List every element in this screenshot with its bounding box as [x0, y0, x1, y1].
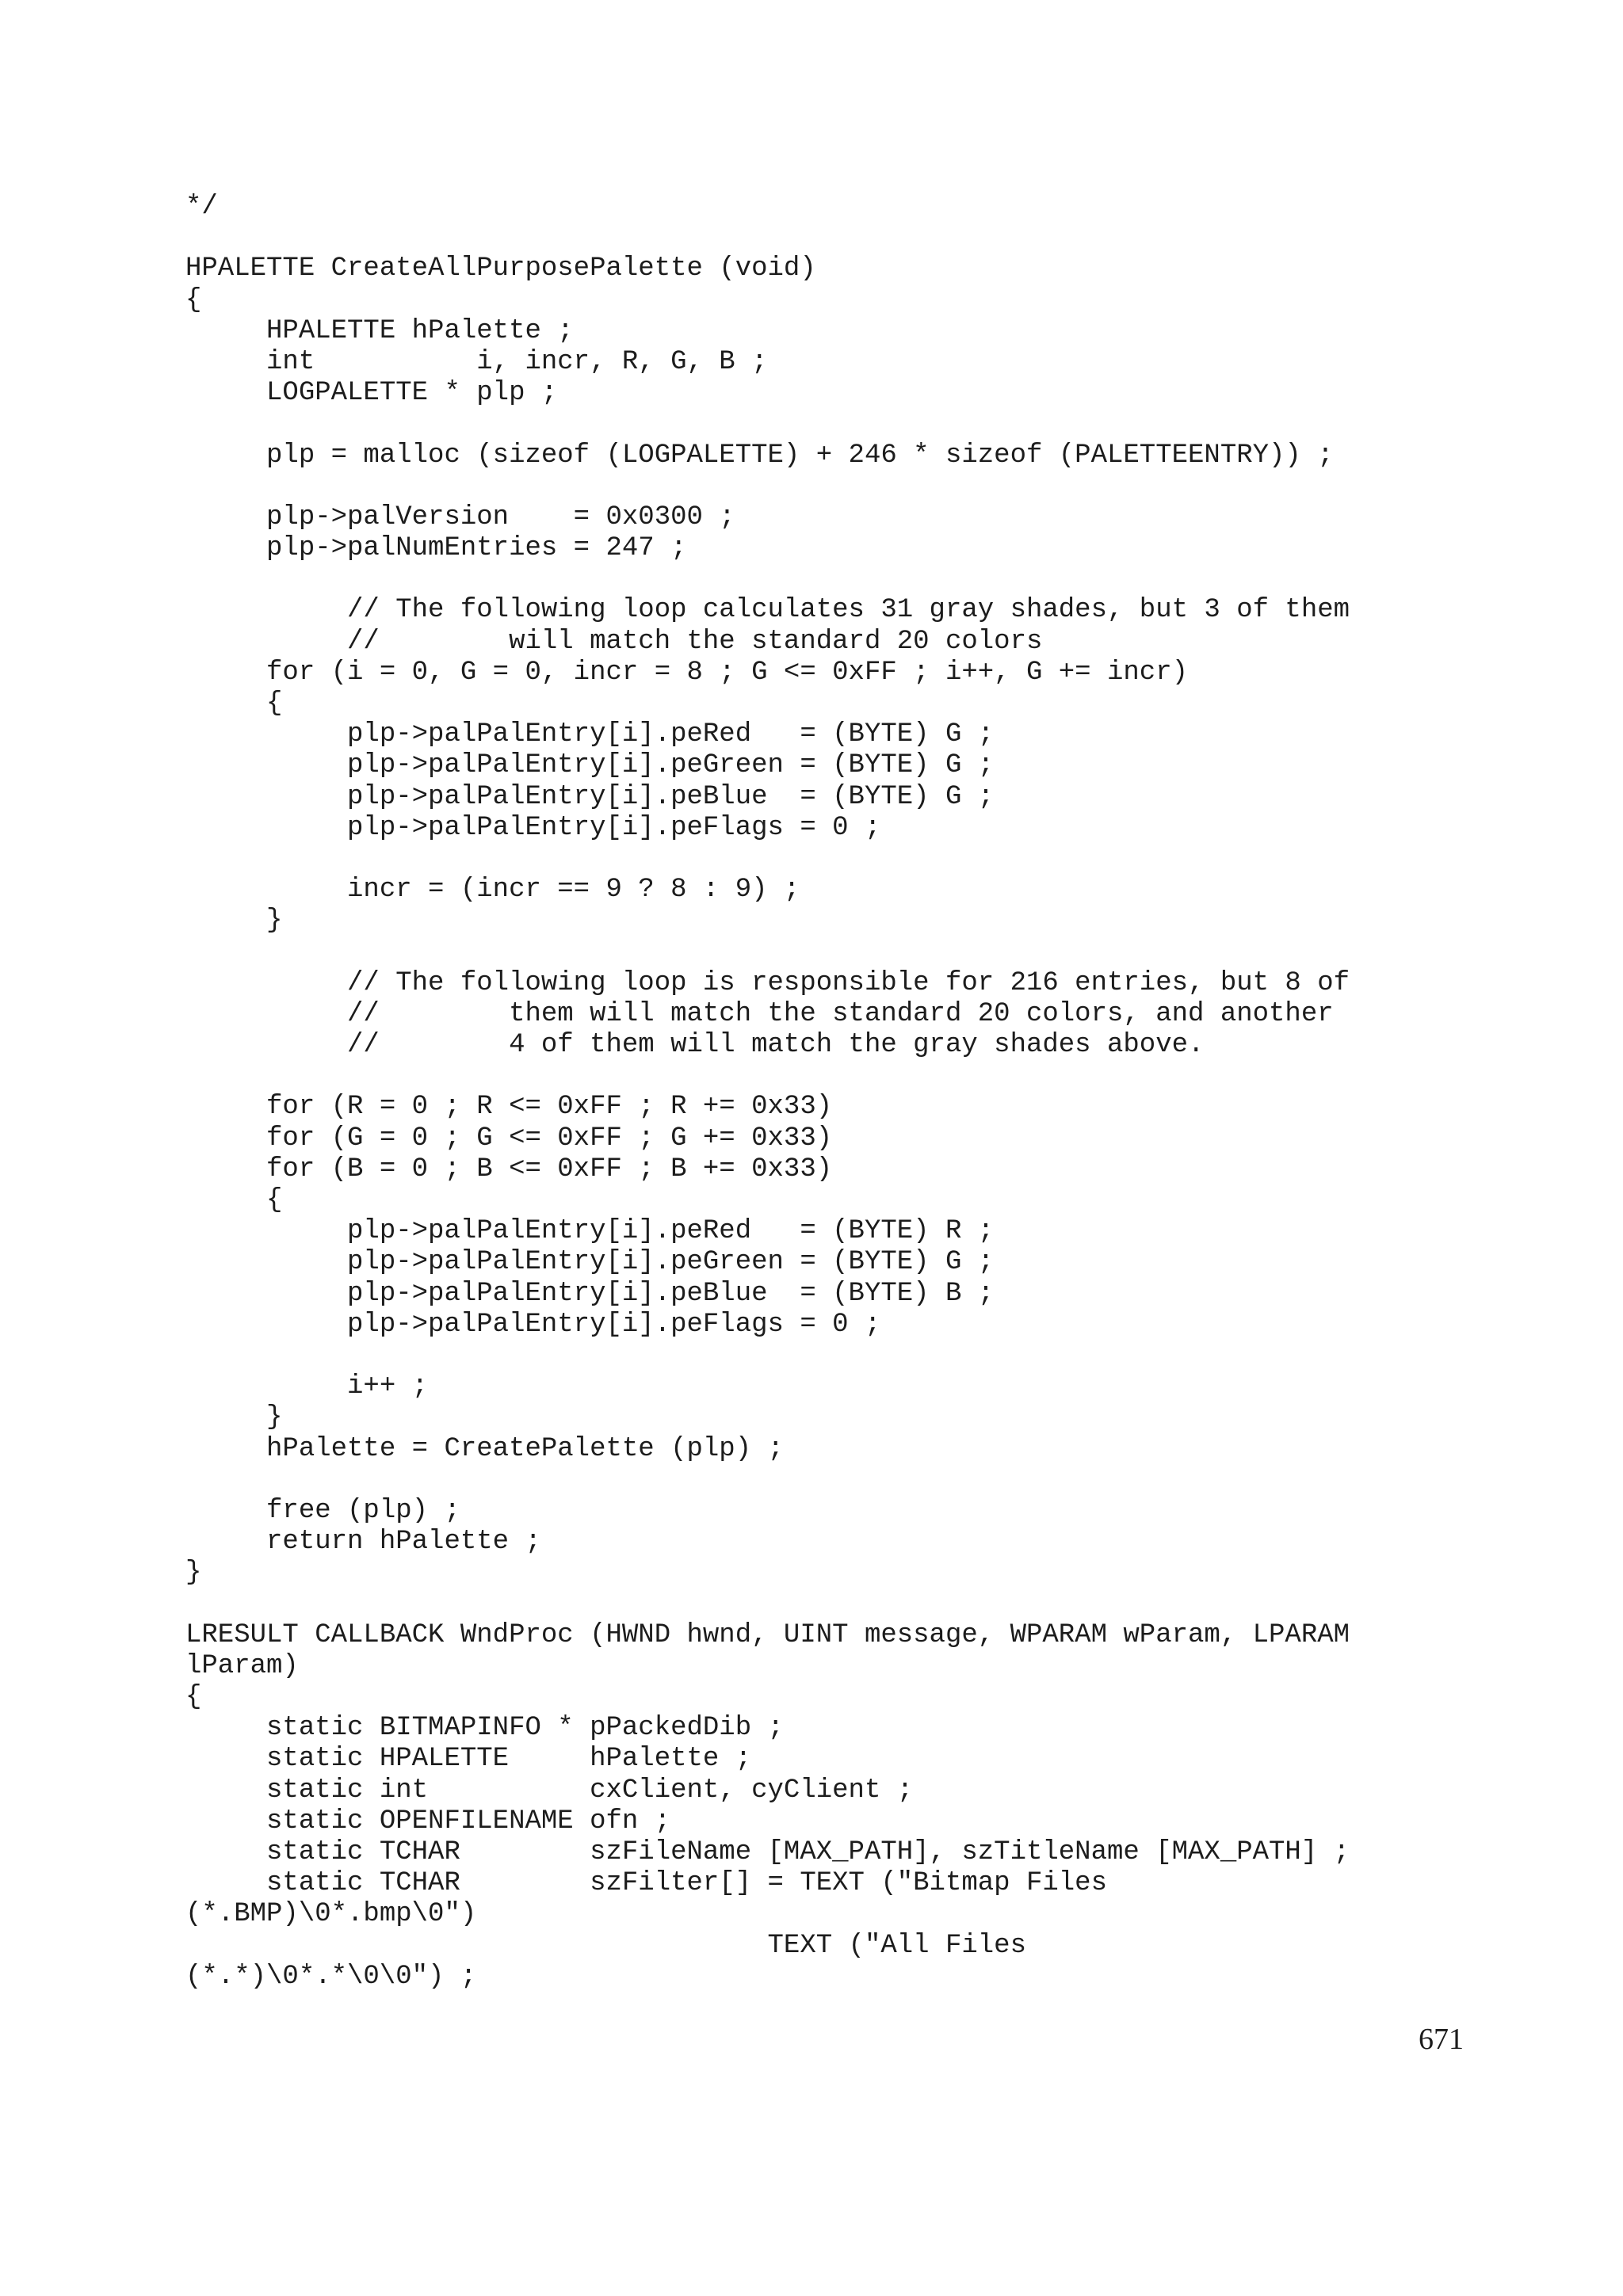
code-line	[185, 223, 1350, 254]
code-line: plp->palPalEntry[i].peFlags = 0 ;	[185, 812, 881, 843]
code-line: {	[185, 1682, 202, 1712]
code-line	[185, 937, 1350, 968]
code-line: LOGPALETTE * plp ;	[185, 378, 558, 409]
code-line: // will match the standard 20 colors	[185, 626, 1043, 657]
code-line	[185, 1341, 1350, 1371]
code-line: static TCHAR szFilter[] = TEXT ("Bitmap Files	[185, 1868, 1107, 1899]
code-line: HPALETTE hPalette ;	[185, 315, 574, 346]
code-line: HPALETTE CreateAllPurposePalette (void)	[185, 254, 816, 284]
code-line: lParam)	[185, 1650, 299, 1681]
code-line: for (B = 0 ; B <= 0xFF ; B += 0x33)	[185, 1154, 833, 1184]
code-line: for (i = 0, G = 0, incr = 8 ; G <= 0xFF ; i++, G += incr)	[185, 657, 1189, 688]
code-line: free (plp) ;	[185, 1495, 460, 1526]
code-line: hPalette = CreatePalette (plp) ;	[185, 1433, 784, 1464]
code-line: static TCHAR szFileName [MAX_PATH], szTitleName [MAX_PATH] ;	[185, 1836, 1350, 1867]
code-line: plp->palPalEntry[i].peBlue = (BYTE) G ;	[185, 781, 995, 812]
code-line: plp->palPalEntry[i].peGreen = (BYTE) G ;	[185, 750, 995, 781]
code-line: plp->palPalEntry[i].peGreen = (BYTE) G ;	[185, 1247, 995, 1278]
code-line: plp->palNumEntries = 247 ;	[185, 533, 687, 564]
code-line	[185, 564, 1350, 595]
code-line	[185, 844, 1350, 875]
code-line: // 4 of them will match the gray shades above.	[185, 1030, 1205, 1061]
code-line: plp->palPalEntry[i].peBlue = (BYTE) B ;	[185, 1278, 995, 1309]
code-line: static BITMAPINFO * pPackedDib ;	[185, 1713, 784, 1744]
code-line: plp->palVersion = 0x0300 ;	[185, 502, 735, 532]
code-line: TEXT ("All Files	[185, 1930, 1026, 1961]
page-number: 671	[1419, 2023, 1464, 2056]
code-line: plp->palPalEntry[i].peFlags = 0 ;	[185, 1309, 881, 1340]
code-line: */	[185, 192, 218, 222]
code-line: {	[185, 284, 202, 315]
code-line: (*.*)\0*.*\0\0") ;	[185, 1961, 477, 1992]
code-line: }	[185, 1402, 283, 1433]
code-line: LRESULT CALLBACK WndProc (HWND hwnd, UINT message, WPARAM wParam, LPARAM	[185, 1619, 1350, 1650]
code-line	[185, 409, 1350, 440]
code-line: (*.BMP)\0*.bmp\0")	[185, 1899, 477, 1930]
code-line: static int cxClient, cyClient ;	[185, 1775, 914, 1806]
code-line: plp = malloc (sizeof (LOGPALETTE) + 246 * sizeof (PALETTEENTRY)) ;	[185, 440, 1334, 471]
code-line: // The following loop calculates 31 gray shades, but 3 of them	[185, 595, 1350, 626]
code-line: // them will match the standard 20 colors, and another	[185, 998, 1334, 1029]
code-line: i++ ;	[185, 1371, 429, 1402]
code-line: incr = (incr == 9 ? 8 : 9) ;	[185, 875, 800, 906]
code-line	[185, 1465, 1350, 1496]
code-line	[185, 1589, 1350, 1619]
code-line: // The following loop is responsible for 216 entries, but 8 of	[185, 967, 1350, 998]
code-line: {	[185, 688, 283, 719]
code-line	[185, 471, 1350, 502]
code-line: static HPALETTE hPalette ;	[185, 1744, 752, 1775]
code-line: static OPENFILENAME ofn ;	[185, 1806, 671, 1836]
code-line: for (R = 0 ; R <= 0xFF ; R += 0x33)	[185, 1092, 833, 1123]
code-line: }	[185, 906, 283, 936]
code-line: {	[185, 1185, 283, 1215]
code-line: }	[185, 1558, 202, 1589]
code-line	[185, 1061, 1350, 1092]
code-line: return hPalette ;	[185, 1527, 541, 1558]
code-listing	[185, 192, 1350, 1993]
code-line: int i, incr, R, G, B ;	[185, 346, 768, 377]
code-line: for (G = 0 ; G <= 0xFF ; G += 0x33)	[185, 1123, 833, 1154]
code-line: plp->palPalEntry[i].peRed = (BYTE) G ;	[185, 719, 995, 750]
code-line: plp->palPalEntry[i].peRed = (BYTE) R ;	[185, 1216, 995, 1247]
